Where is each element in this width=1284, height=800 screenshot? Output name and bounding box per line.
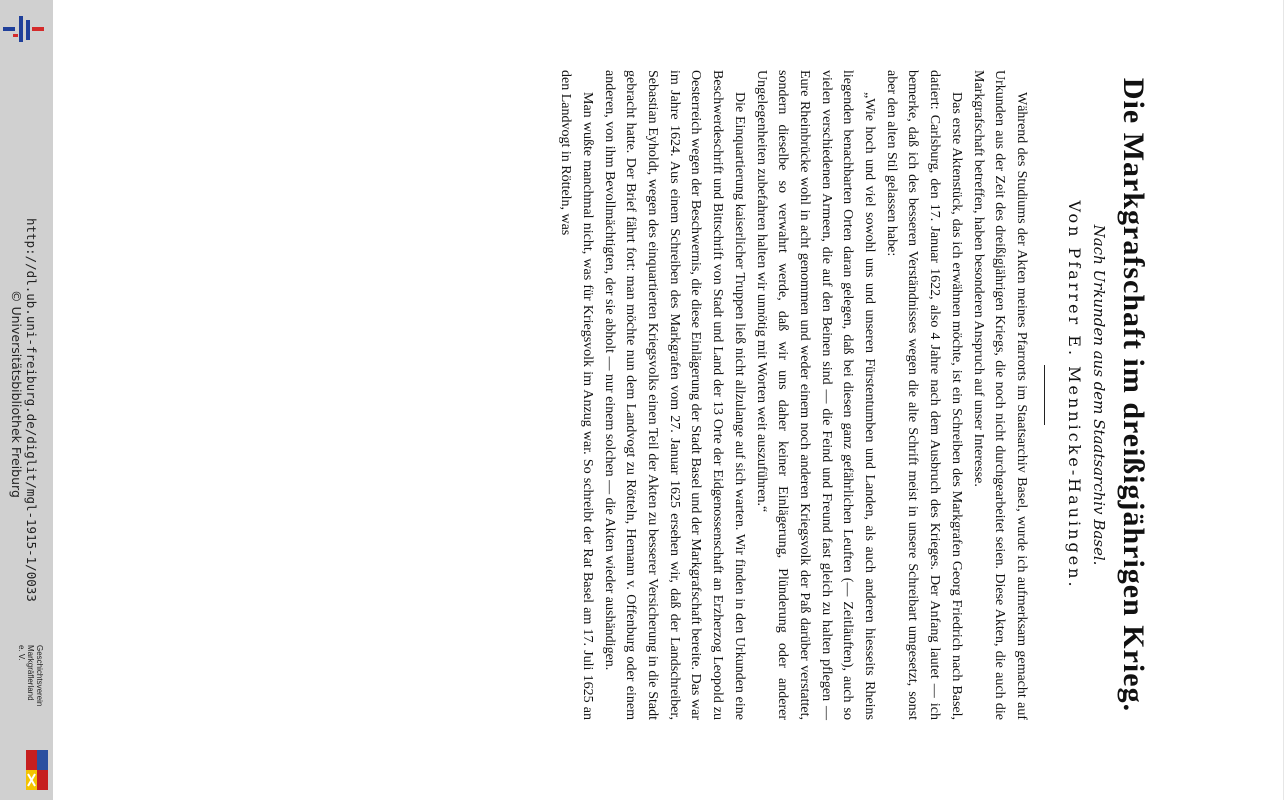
viewer-sidebar <box>0 0 53 800</box>
title-divider <box>1044 365 1045 425</box>
association-line-2: Markgräflerland e. V. <box>17 645 35 701</box>
paragraph: Die Einquartierung kaiserlicher Truppen ließ nicht allzulange auf sich warten. Wir finden in den Urkunden eine Beschwerdeschrift und Bittschrift von Stadt und Land der 13 Orte der Eidgenossenschaft an Erzherzog Leopold zu Oesterreich wegen der Beschwernis, die diese Einlägerung der Stadt Basel und der Markgrafschaft bereite. Das war im Jahre 1624. Aus einem Schreiben des Markgrafen vom 27. Januar 1625 ersehen wir, daß der Landschreiber, Sebastian Eyholdt, wegen des einquartierten Kriegsvolks einen Teil der Akten zu besserer Versicherung in die Stadt gebracht hatte. Der Brief fährt fort: man möchte nun dem Landvogt zu Rötteln, Hemann v. Offenburg oder einem anderen, von ihm Bevollmächtigten, der sie abholt — nur einem solchen — die Akten wieder aushändigen. <box>601 70 747 720</box>
scanned-page <box>53 0 1283 800</box>
ub-freiburg-logo-icon[interactable] <box>2 14 46 44</box>
document-title: Die Markgrafschaft im dreißigjährigen Krieg. <box>1117 77 1150 713</box>
paragraph: Man wußte manchmal nicht, was für Kriegsvolk im Anzug war. So schreibt der Rat Basel am 17. Juli 1625 an den Landvogt in Rötteln, was <box>558 70 595 720</box>
paragraph: „Wie hoch und viel sowohl uns und unseren Fürstentumben und Landen, als auch anderen hiesseits Rheins liegenden benachbarten Orten daran gelegen, daß bei diesen ganz gefährlichen Leuften (— Zeitläuften), auch so vielen verschiedenen Armeen, die auf den Beinen sind — die Feind und Freund fast gleich zu halten pflegen — Eure Rheinbrücke wohl in acht genommen und weder einem noch anderen Kriegsvolk der Paß darüber verstattet, sondern dieselbe so verwahrt werde, daß wir uns daher keiner Einlägerung, Plünderung oder anderer Ungelegenheiten zubefahren halten wir unnötig mit Worten weit auszuführen.“ <box>753 70 878 720</box>
document-body <box>555 70 1153 720</box>
copyright-notice: © Universitätsbibliothek Freiburg <box>9 290 24 498</box>
document-author: Von Pfarrer E. Mennicke-Hauingen. <box>1065 200 1084 590</box>
association-name <box>17 645 44 706</box>
paragraph: Das erste Aktenstück, das ich erwähnen möchte, ist ein Schreiben des Markgrafen Georg Friedrich nach Basel, datiert: Carlsburg, den 17. Januar 1622, also 4 Jahre nach dem Ausbruch des Krieges. Der Anfang lautet — ich bemerke, daß ich des besseren Verständnisses wegen die alte Schrift meist in unsere Schreibart umgesetzt, sonst aber den alten Stil gelassen habe: <box>883 70 964 720</box>
document-subtitle: Nach Urkunden aus dem Staatsarchiv Basel. <box>1090 224 1108 566</box>
association-line-1: Geschichtsverein <box>35 645 44 707</box>
page-content-rotated <box>53 0 1283 800</box>
document-url[interactable]: http://dl.ub.uni-freiburg.de/diglit/mgl-1915-1/0033 <box>24 218 39 602</box>
paragraph: Während des Studiums der Akten meines Pfarrorts im Staatsarchiv Basel, wurde ich aufmerksam gemacht auf Urkunden aus der Zeit des dreißigjährigen Kriegs, die noch nicht durchgearbeitet seien. Diese Akten, die auch die Markgrafschaft betreffen, haben besonderen Anspruch auf unser Interesse. <box>970 70 1029 720</box>
coat-of-arms-icon <box>26 750 48 790</box>
